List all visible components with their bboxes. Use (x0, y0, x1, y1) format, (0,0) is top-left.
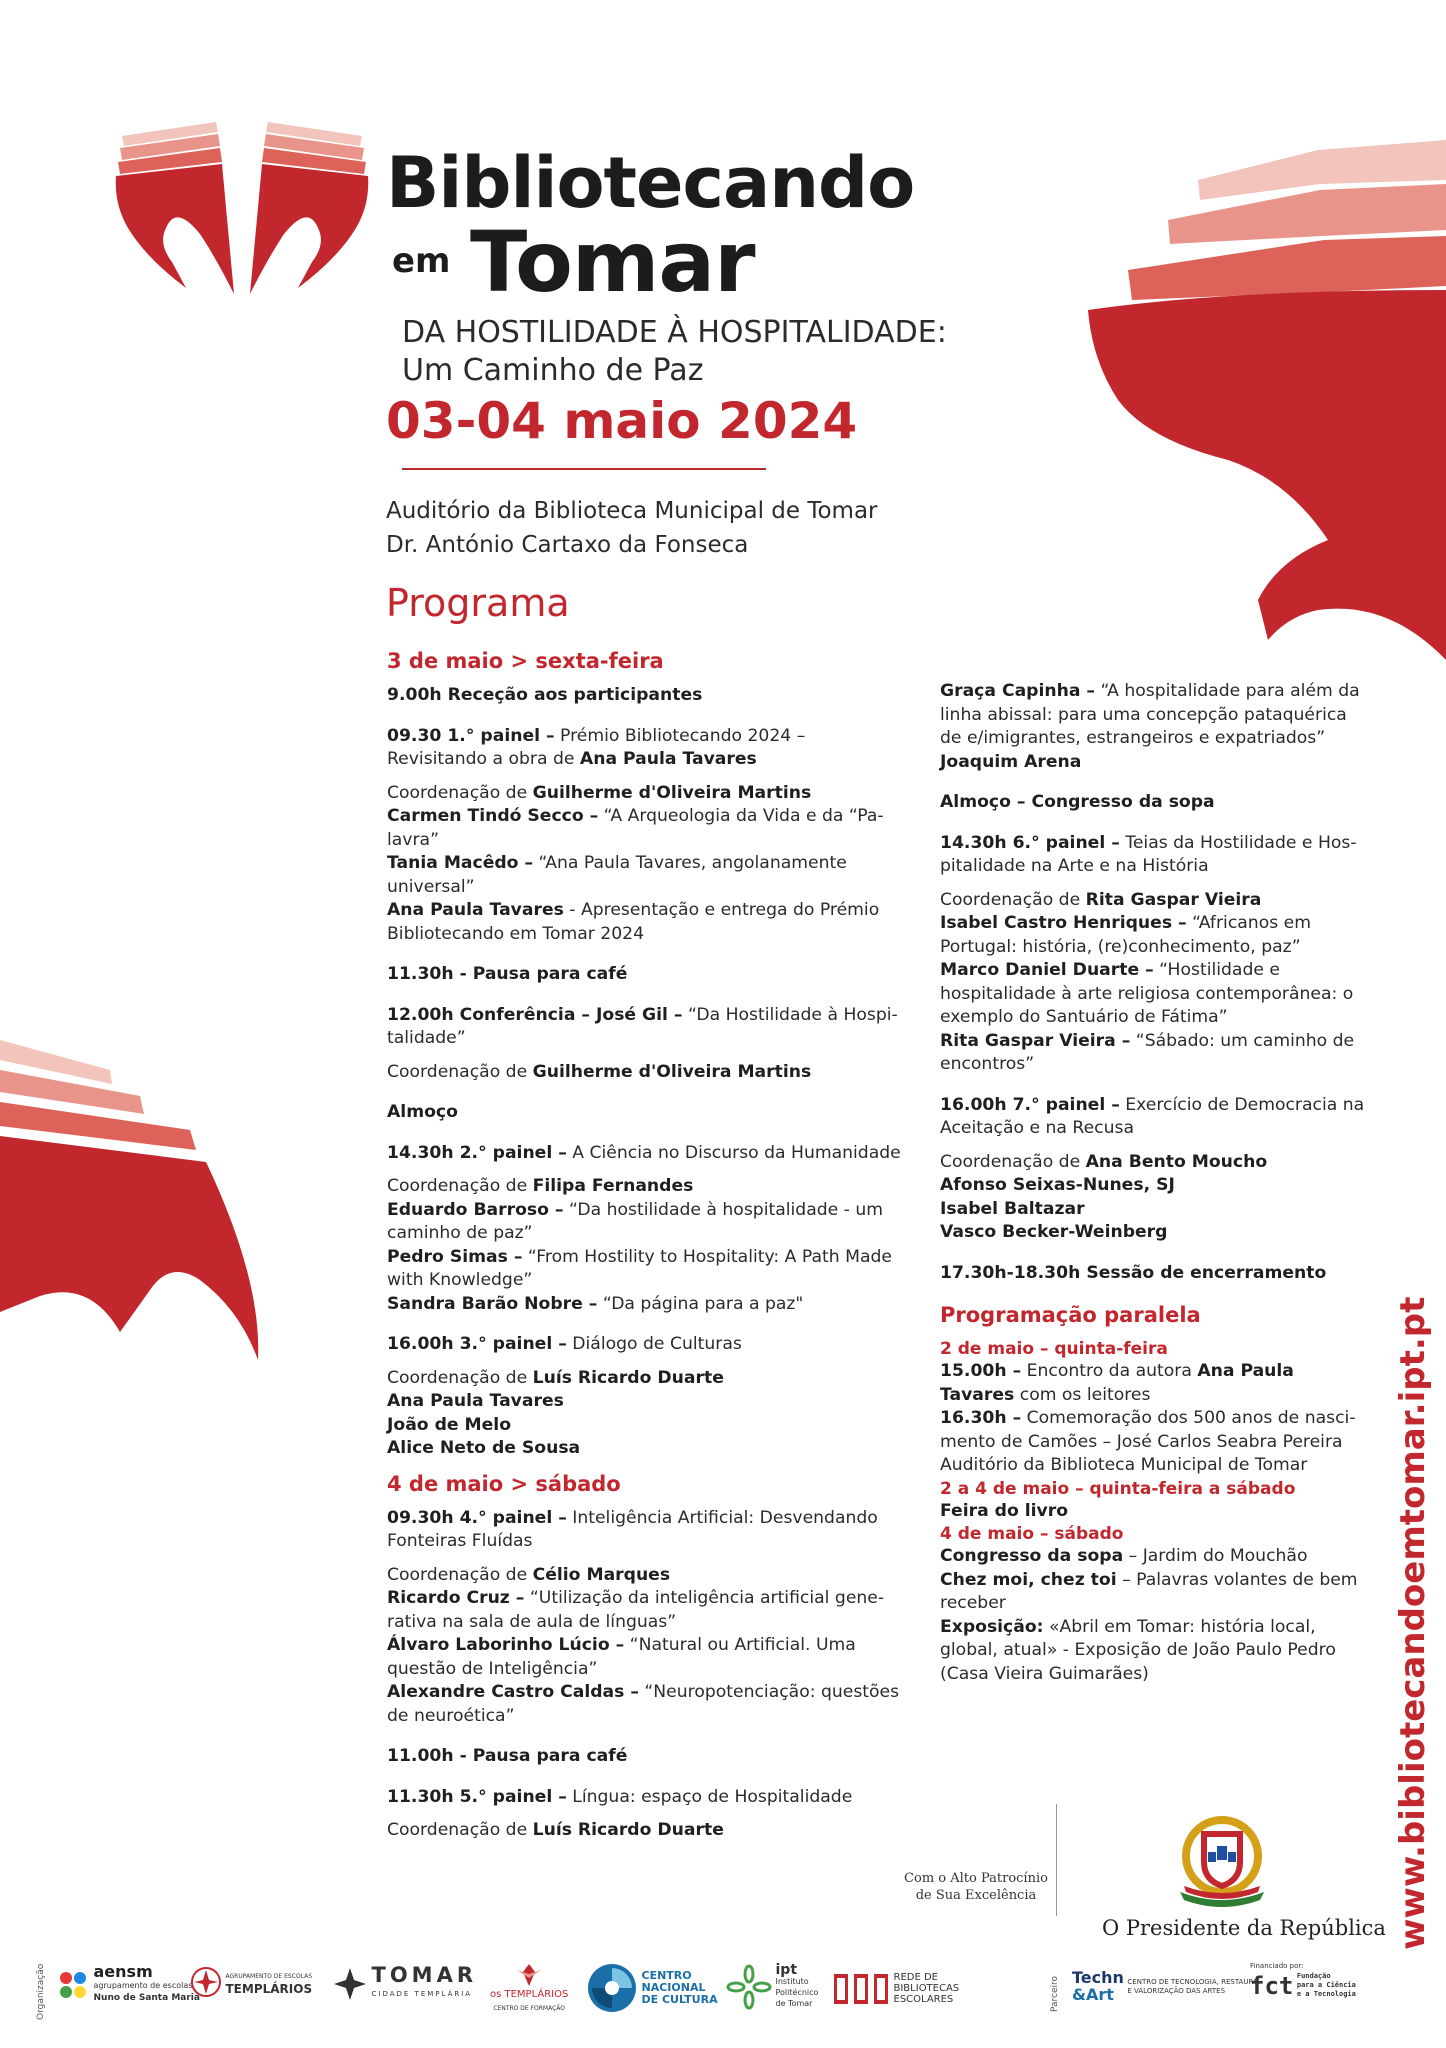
os-templarios-name: os TEMPLÁRIOS (490, 1989, 569, 2000)
program-item: Chez moi, chez toi – Palavras volantes de bem receber (940, 1569, 1358, 1613)
os-templarios-sub: CENTRO DE FORMAÇÃO (493, 2005, 566, 2012)
event-venue (386, 494, 878, 562)
program-item: Isabel Baltazar (940, 1198, 1085, 1219)
program-item: Ana Paula Tavares (387, 1391, 564, 1411)
day-heading-3-may: 3 de maio > sexta-feira (387, 649, 664, 673)
ipt-sub-3: de Tomar (775, 1999, 813, 2008)
venue-line-1: Auditório da Biblioteca Municipal de Tomar (386, 498, 878, 524)
program-item: Alice Neto de Sousa (387, 1438, 581, 1458)
patronage-line-1: Com o Alto Patrocínio (904, 1871, 1048, 1886)
event-title: Bibliotecando (386, 142, 915, 224)
coat-of-arms-icon (1170, 1812, 1274, 1912)
program-item: Coordenação de Guilherme d'Oliveira Martins (387, 1061, 812, 1082)
templarios-school-name: TEMPLÁRIOS (225, 1981, 313, 1996)
program-item: Carmen Tindó Secco – “A Arqueologia da Vida e da “Pa-lavra” (387, 806, 884, 850)
program-item: Coordenação de Filipa Fernandes (387, 1176, 694, 1196)
program-item: 11.00h - Pausa para café (387, 1746, 628, 1766)
cnc-logo (586, 1962, 718, 2014)
program-item: 14.30h 6.° painel – Teias da Hostilidade e Hos-pitalidade na Arte e na História (940, 832, 1357, 876)
program-item: 16.00h 7.° painel – Exercício de Democracia na Aceitação e na Recusa (940, 1094, 1365, 1138)
subtitle-line-1: DA HOSTILIDADE À HOSPITALIDADE: (402, 315, 947, 350)
program-item: Graça Capinha – “A hospitalidade para além da linha abissal: para uma concepção pataquérica de e/imigrantes, estrangeiros e expatriados” (940, 681, 1360, 748)
rbe-line-1: REDE DE (893, 1972, 938, 1983)
program-item: 11.30h 5.° painel – Língua: espaço de Hospitalidade (387, 1786, 853, 1807)
parallel-date-heading: 2 de maio – quinta-feira (940, 1339, 1168, 1359)
event-title-em: em (392, 241, 451, 281)
cnc-line-1: CENTRO (641, 1969, 692, 1982)
program-item: Exposição: «Abril em Tomar: história local, global, atual» - Exposição de João Paulo Pedro (Casa Vieira Guimarães) (940, 1616, 1336, 1684)
program-item: 09.30h 4.° painel – Inteligência Artificial: Desvendando Fonteiras Fluídas (387, 1507, 878, 1551)
program-item: Eduardo Barroso – “Da hostilidade à hospitalidade - um caminho de paz” (387, 1199, 883, 1243)
event-title-city: Tomar (470, 213, 755, 311)
aensm-icon (56, 1968, 90, 2002)
program-item: Congresso da sopa – Jardim do Mouchão (940, 1546, 1308, 1566)
fct-sub-3: e a Tecnologia (1296, 1990, 1356, 1998)
ipt-sub-1: Instituto (775, 1977, 809, 1986)
program-right-column (940, 680, 1370, 1686)
book-logo-icon (106, 108, 378, 302)
program-item: Ana Paula Tavares - Apresentação e entrega do Prémio Bibliotecando em Tomar 2024 (387, 900, 880, 944)
event-subtitle (402, 314, 947, 390)
program-item: Coordenação de Rita Gaspar Vieira (940, 889, 1262, 910)
art-name: &Art (1072, 1985, 1114, 2004)
program-item: Isabel Castro Henriques – “Africanos em Portugal: história, (re)conhecimento, paz” (940, 913, 1311, 957)
tomar-cross-icon (332, 1966, 368, 2002)
program-item: Feira do livro (940, 1500, 1069, 1521)
techn-name: Techn (1072, 1968, 1124, 1987)
program-item: Coordenação de Ana Bento Moucho (940, 1151, 1268, 1172)
program-item: Marco Daniel Duarte – “Hostilidade e hospitalidade à arte religiosa contemporânea: o exemplo do Santuário de Fátima” (940, 960, 1354, 1027)
ipt-name: ipt (775, 1962, 798, 1978)
program-item: Pedro Simas – “From Hostility to Hospitality: A Path Made with Knowledge” (387, 1246, 892, 1290)
rbe-line-2: BIBLIOTECAS (893, 1983, 960, 1994)
rbe-line-3: ESCOLARES (893, 1994, 954, 2005)
divider-rule (402, 468, 766, 470)
templarios-school-top: AGRUPAMENTO DE ESCOLAS (225, 1972, 313, 1980)
organization-label: Organização (36, 1963, 46, 2020)
templarios-school-logo (190, 1966, 312, 1998)
parallel-date-heading: 4 de maio – sábado (940, 1524, 1124, 1544)
techn-sub-2: E VALORIZAÇÃO DAS ARTES (1127, 1987, 1226, 1995)
program-left-column (387, 648, 905, 1843)
tomar-city-logo (332, 1962, 477, 2002)
program-item: Joaquim Arena (940, 751, 1082, 772)
os-templarios-icon (509, 1962, 549, 1988)
subtitle-line-2: Um Caminho de Paz (402, 353, 704, 388)
fct-name: fct (1250, 1971, 1294, 2000)
program-item: Tania Macêdo – “Ana Paula Tavares, angolanamente universal” (387, 853, 847, 897)
rbe-icon (834, 1974, 890, 2004)
program-item: 09.30 1.° painel – Prémio Bibliotecando 2024 – Revisitando a obra de Ana Paula Tavares (387, 725, 806, 769)
program-item: João de Melo (387, 1414, 511, 1435)
president-label: O Presidente da República (1102, 1916, 1386, 1940)
website-url[interactable]: www.bibliotecandoemtomar.ipt.pt (1393, 1296, 1433, 1950)
program-item: Almoço (387, 1102, 458, 1122)
templar-cross-icon (190, 1966, 222, 1998)
patronage-divider (1056, 1804, 1057, 1916)
techn-art-logo (1072, 1970, 1259, 2004)
fct-logo (1250, 1960, 1356, 1999)
program-title: Programa (386, 581, 570, 625)
techn-sub-1: CENTRO DE TECNOLOGIA, RESTAURO (1127, 1978, 1259, 1986)
program-item: 17.30h-18.30h Sessão de encerramento (940, 1262, 1327, 1283)
program-item: Coordenação de Guilherme d'Oliveira Martins (387, 782, 812, 803)
program-item: 12.00h Conferência – José Gil – “Da Hostilidade à Hospi-talidade” (387, 1004, 898, 1048)
program-item: Afonso Seixas-Nunes, SJ (940, 1175, 1175, 1195)
program-item: 11.30h - Pausa para café (387, 964, 628, 984)
aensm-sub-1: agrupamento de escolas (93, 1981, 193, 1990)
tomar-sub: CIDADE TEMPLÁRIA (371, 1989, 473, 1998)
program-item: 15.00h – Encontro da autora Ana Paula Tavares com os leitores (940, 1361, 1294, 1405)
ipt-flower-icon (726, 1964, 772, 2010)
fct-sub-1: Fundação (1296, 1972, 1331, 1980)
program-item: Rita Gaspar Vieira – “Sábado: um caminho de encontros” (940, 1030, 1355, 1074)
os-templarios-logo (490, 1962, 568, 2015)
program-item: 16.30h – Comemoração dos 500 anos de nasci-mento de Camões – José Carlos Seabra Pereira Auditório da Biblioteca Municipal de Tomar (940, 1408, 1356, 1475)
program-item: Ricardo Cruz – “Utilização da inteligência artificial gene-rativa na sala de aula de línguas” (387, 1588, 885, 1632)
ipt-logo (726, 1964, 818, 2010)
cnc-line-2: NACIONAL (641, 1981, 706, 1994)
parallel-date-heading: 2 a 4 de maio – quinta-feira a sábado (940, 1478, 1296, 1499)
patronage-label (886, 1870, 1066, 1904)
program-item: Alexandre Castro Caldas – “Neuropotenciação: questões de neuroética” (387, 1682, 900, 1726)
tomar-name: TOMAR (371, 1962, 477, 1987)
partner-label: Parceiro (1050, 1975, 1060, 2012)
ipt-sub-2: Politécnico (775, 1988, 819, 1997)
fct-sub-2: para a Ciência (1296, 1981, 1356, 1989)
funded-label: Financiado por: (1250, 1962, 1304, 1970)
program-item: 9.00h Receção aos participantes (387, 685, 703, 705)
cnc-icon (586, 1962, 638, 2014)
program-item: Álvaro Laborinho Lúcio – “Natural ou Artificial. Uma questão de Inteligência” (387, 1635, 856, 1679)
program-item: Coordenação de Luís Ricardo Duarte (387, 1820, 724, 1840)
program-item: Coordenação de Célio Marques (387, 1564, 671, 1585)
program-item: 16.00h 3.° painel – Diálogo de Culturas (387, 1334, 742, 1354)
aensm-name: aensm (93, 1962, 153, 1981)
event-dates: 03-04 maio 2024 (386, 392, 858, 450)
cnc-line-3: DE CULTURA (641, 1993, 718, 2006)
day-heading-4-may: 4 de maio > sábado (387, 1471, 621, 1496)
rbe-logo (834, 1972, 959, 2005)
program-item: Vasco Becker-Weinberg (940, 1222, 1168, 1242)
parallel-program-heading: Programação paralela (940, 1303, 1201, 1327)
program-item: 14.30h 2.° painel – A Ciência no Discurso da Humanidade (387, 1142, 901, 1163)
decorative-book-bottom-left-icon (0, 1040, 262, 1400)
patronage-line-2: de Sua Excelência (915, 1888, 1037, 1903)
program-item: Sandra Barão Nobre – “Da página para a paz" (387, 1293, 804, 1314)
venue-line-2: Dr. António Cartaxo da Fonseca (386, 532, 749, 558)
program-item: Almoço – Congresso da sopa (940, 792, 1215, 812)
aensm-sub-2: Nuno de Santa Maria (93, 1993, 200, 2003)
aensm-logo (56, 1962, 200, 2004)
decorative-book-top-right-icon (1088, 140, 1446, 660)
program-item: Coordenação de Luís Ricardo Duarte (387, 1367, 724, 1388)
